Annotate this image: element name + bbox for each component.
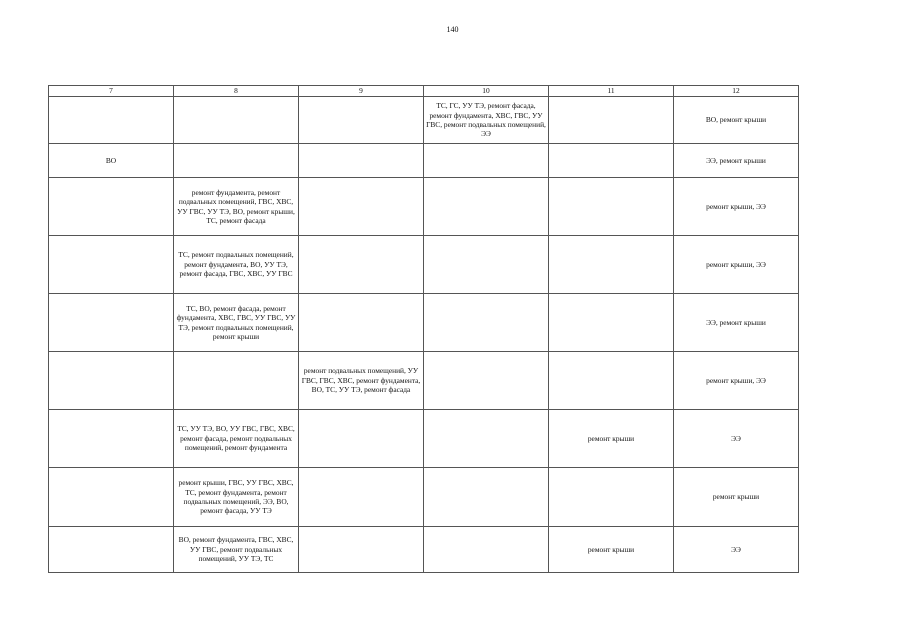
table-cell: [549, 178, 674, 236]
table-cell: [49, 352, 174, 410]
header-row: [49, 86, 799, 97]
table-cell: [549, 352, 674, 410]
table-cell: [424, 236, 549, 294]
table-cell: ТС, ГС, УУ ТЭ, ремонт фасада, ремонт фундамента, ХВС, ГВС, УУ ГВС, ремонт подвальных помещений, ЭЭ: [424, 97, 549, 144]
table-cell: [424, 144, 549, 178]
column-header-12: 12: [674, 86, 799, 97]
table-row: [49, 468, 799, 527]
table-cell: ремонт крыши, ГВС, УУ ГВС, ХВС, ТС, ремонт фундамента, ремонт подвальных помещений, ЭЭ, ВО, ремонт фасада, УУ ТЭ: [174, 468, 299, 527]
table-cell: ВО, ремонт фундамента, ГВС, ХВС, УУ ГВС, ремонт подвальных помещений, УУ ТЭ, ТС: [174, 527, 299, 573]
table-row: [49, 410, 799, 468]
table-cell: ремонт подвальных помещений, УУ ГВС, ГВС, ХВС, ремонт фундамента, ВО, ТС, УУ ТЭ, ремонт фасада: [299, 352, 424, 410]
table-cell: [49, 178, 174, 236]
table-row: [49, 294, 799, 352]
table-cell: [49, 236, 174, 294]
table-cell: [174, 352, 299, 410]
works-table: [48, 85, 799, 573]
table-cell: [299, 410, 424, 468]
table-cell: ремонт крыши, ЭЭ: [674, 178, 799, 236]
table-row: [49, 97, 799, 144]
table-cell: [549, 144, 674, 178]
table-row: [49, 352, 799, 410]
table-cell: [299, 236, 424, 294]
table-cell: [299, 144, 424, 178]
table-cell: [174, 144, 299, 178]
table-row: [49, 178, 799, 236]
table-cell: [299, 97, 424, 144]
table-cell: ВО, ремонт крыши: [674, 97, 799, 144]
column-header-9: 9: [299, 86, 424, 97]
table-row: [49, 236, 799, 294]
table-cell: [549, 236, 674, 294]
table-cell: ТС, ремонт подвальных помещений, ремонт фундамента, ВО, УУ ТЭ, ремонт фасада, ГВС, ХВС, УУ ГВС: [174, 236, 299, 294]
table-cell: [174, 97, 299, 144]
table-cell: ТС, ВО, ремонт фасада, ремонт фундамента, ХВС, ГВС, УУ ГВС, УУ ТЭ, ремонт подвальных помещений, ремонт крыши: [174, 294, 299, 352]
table-cell: ремонт крыши: [549, 527, 674, 573]
table-cell: [299, 294, 424, 352]
table-cell: ЭЭ: [674, 527, 799, 573]
table-cell: ТС, УУ ТЭ, ВО, УУ ГВС, ГВС, ХВС, ремонт фасада, ремонт подвальных помещений, ремонт фундамента: [174, 410, 299, 468]
table-cell: [424, 352, 549, 410]
column-header-7: 7: [49, 86, 174, 97]
table-row: [49, 144, 799, 178]
table-cell: ремонт крыши: [549, 410, 674, 468]
table-cell: [49, 468, 174, 527]
table-cell: ЭЭ, ремонт крыши: [674, 294, 799, 352]
table-cell: [299, 527, 424, 573]
table-cell: [549, 97, 674, 144]
table-cell: [424, 410, 549, 468]
column-header-10: 10: [424, 86, 549, 97]
table-cell: [424, 294, 549, 352]
table-cell: [49, 410, 174, 468]
table-cell: [424, 527, 549, 573]
page-number: 140: [446, 25, 459, 34]
table-cell: [49, 97, 174, 144]
table-cell: [299, 468, 424, 527]
table-cell: [49, 527, 174, 573]
table-cell: ремонт крыши: [674, 468, 799, 527]
table-cell: ЭЭ, ремонт крыши: [674, 144, 799, 178]
table-row: [49, 527, 799, 573]
column-header-8: 8: [174, 86, 299, 97]
table-cell: [424, 178, 549, 236]
table-cell: [424, 468, 549, 527]
table-cell: ЭЭ: [674, 410, 799, 468]
table-cell: ремонт фундамента, ремонт подвальных помещений, ГВС, ХВС, УУ ГВС, УУ ТЭ, ВО, ремонт крыши, ТС, ремонт фасада: [174, 178, 299, 236]
table-cell: [549, 294, 674, 352]
column-header-11: 11: [549, 86, 674, 97]
table-cell: [299, 178, 424, 236]
table-cell: ремонт крыши, ЭЭ: [674, 352, 799, 410]
table-cell: ВО: [49, 144, 174, 178]
table-cell: [49, 294, 174, 352]
table-cell: [549, 468, 674, 527]
table-cell: ремонт крыши, ЭЭ: [674, 236, 799, 294]
